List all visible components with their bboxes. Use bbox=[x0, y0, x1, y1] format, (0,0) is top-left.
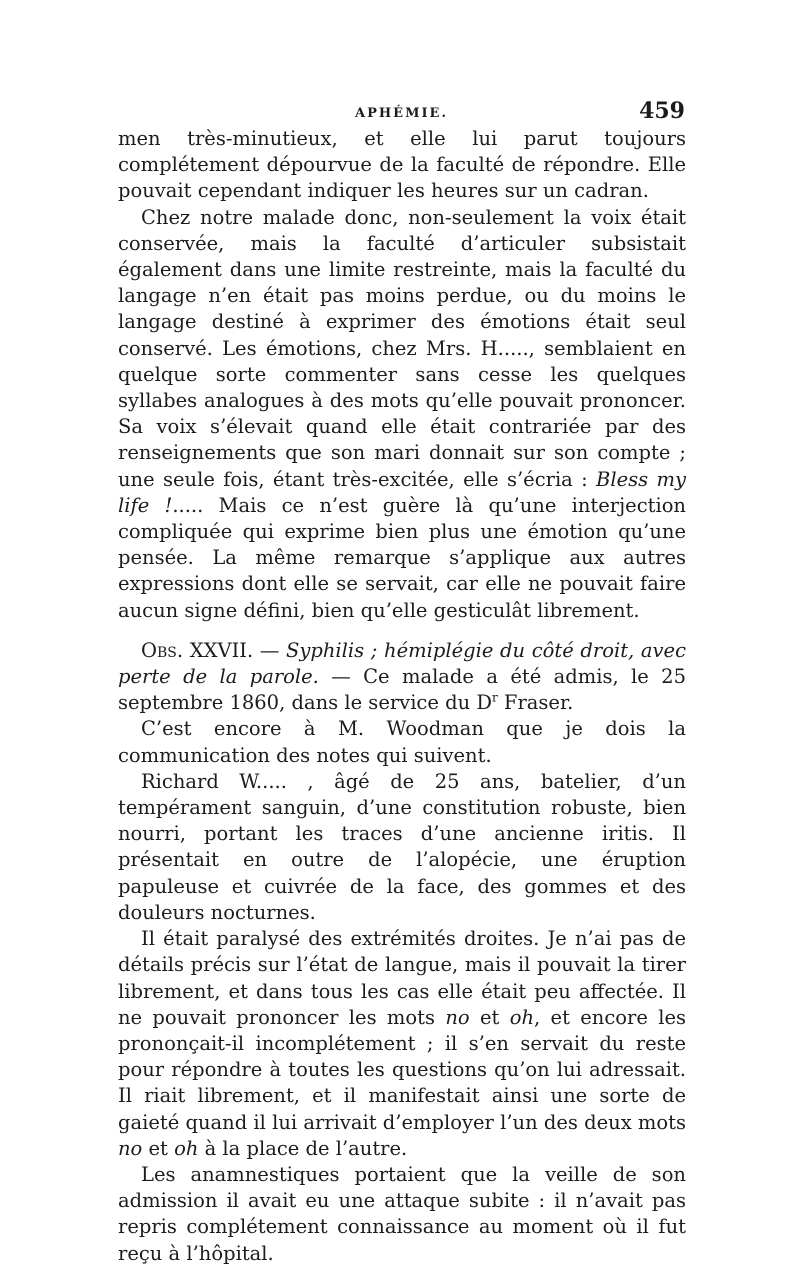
running-head: APHÉMIE. bbox=[355, 106, 448, 121]
paragraph-paralysis bbox=[118, 926, 686, 1162]
paragraph-text: men très-minutieux, et elle lui parut toujours complétement dépourvue de la faculté de répondre. Elle pouvait cependant indiquer les heures sur un cadran. bbox=[118, 127, 686, 203]
observation-label: Obs. XXVII. bbox=[141, 638, 254, 662]
italic-word: no bbox=[118, 1136, 143, 1160]
paragraph-text: — Ce malade a été admis, le 25 septembre 1860, dans le service du D bbox=[118, 665, 686, 715]
italic-word: oh bbox=[509, 1005, 535, 1029]
paragraph-text: et bbox=[142, 1136, 175, 1160]
paragraph-text: à la place de l’autre. bbox=[198, 1136, 408, 1160]
body-text bbox=[118, 126, 686, 1267]
paragraph-text: Chez notre malade donc, non-seulement la voix était conservée, mais la faculté d’articuler subsistait également dans une limite restreinte, mais la faculté du langage n’en était pas moins perdue, ou du moins le langage destiné à exprimer des émotions était seul conservé. Les émotions, chez Mrs. H....., semblaient en quelque sorte commenter sans cesse les quelques syllabes analogues à des mots qu’elle pouvait prononcer. Sa voix s’élevait quand elle était contrariée par des renseignements que son mari donnait sur son compte ; une seule fois, étant très-excitée, elle s’écria : bbox=[118, 205, 686, 491]
paragraph-text: Fraser. bbox=[497, 691, 574, 715]
italic-word: no bbox=[445, 1005, 470, 1029]
paragraph-text: Les anamnestiques portaient que la veille de son admission il avait eu une attaque subite : il n’avait pas repris complétement connaissance au moment où il fut reçu à l’hôpital. bbox=[118, 1162, 686, 1265]
paragraph-analysis bbox=[118, 205, 686, 624]
paragraph-text: , et encore les prononçait-il incomplétement ; il s’en servait du reste pour répondre à toutes les questions qu’on lui adressait. Il riait librement, et il manifestait ainsi une sorte de gaieté quand il lui arrivait d’employer l’un des deux mots bbox=[118, 1005, 687, 1134]
paragraph-anamnesis bbox=[118, 1162, 686, 1267]
paragraph-source bbox=[118, 716, 686, 768]
paragraph-text: ..... Mais ce n’est guère là qu’une interjection compliquée qui exprime bien plus une émotion qu’une pensée. La même remarque s’applique aux autres expressions dont elle se servait, car elle ne pouvait faire aucun signe défini, bien qu’elle gesticulât librement. bbox=[118, 493, 686, 622]
observation-dash: — bbox=[253, 638, 287, 662]
paragraph-text: et bbox=[469, 1005, 510, 1029]
paragraph-patient bbox=[118, 769, 686, 926]
paragraph-text: Il était paralysé des extrémités droites. Je n’ai pas de détails précis sur l’état de langue, mais il pouvait la tirer librement, et dans tous les cas elle était peu affectée. Il ne pouvait prononcer les mots bbox=[118, 927, 686, 1029]
paragraph-continuation bbox=[118, 126, 686, 205]
paragraph-text: C’est encore à M. Woodman que je dois la communication des notes qui suivent. bbox=[118, 717, 686, 767]
page-number: 459 bbox=[639, 98, 685, 124]
page-header bbox=[118, 98, 685, 128]
italic-quote: Bless my life ! bbox=[118, 467, 686, 517]
observation-heading bbox=[118, 638, 686, 717]
paragraph-text: Richard W..... , âgé de 25 ans, batelier, d’un tempérament sanguin, d’une constitution robuste, bien nourri, portant les traces d’une ancienne iritis. Il présentait en outre de l’alopécie, une éruption papuleuse et cuivrée de la face, des gommes et des douleurs nocturnes. bbox=[118, 769, 686, 924]
italic-word: oh bbox=[174, 1136, 199, 1160]
superscript: r bbox=[491, 690, 498, 705]
observation-title: Syphilis ; hémiplégie du côté droit, avec perte de la parole. bbox=[118, 638, 687, 689]
